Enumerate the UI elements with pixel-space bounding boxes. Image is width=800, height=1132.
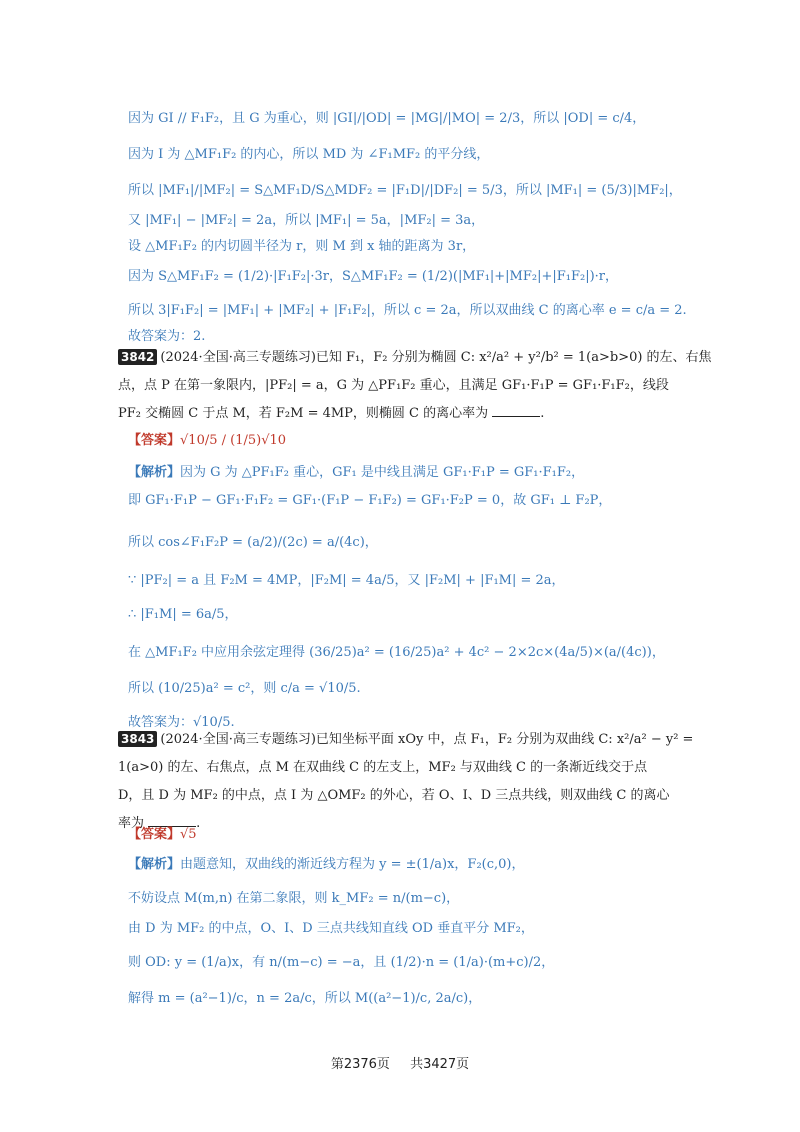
page-number: 第2376页	[330, 1057, 390, 1072]
solution-line: 所以 |MF₁|/|MF₂| = S△MF₁D/S△MDF₂ = |F₁D|/|DF₂| = 5/3，所以 |MF₁| = (5/3)|MF₂|，	[128, 183, 682, 198]
solution-line: 故答案为：2.	[128, 329, 206, 344]
answer-value: √5	[180, 827, 197, 842]
question-stem: (2024·全国·高三专题练习)已知 F₁，F₂ 分别为椭圆 C: x²/a² + y²/b² = 1(a>b>0) 的左、右焦	[160, 350, 712, 365]
answer-blank	[492, 402, 540, 417]
solution-line: ∵ |PF₂| = a 且 F₂M = 4MP，|F₂M| = 4a/5，又 |F₂M| + |F₁M| = 2a，	[128, 573, 565, 588]
solution-line: 则 OD: y = (1/a)x，有 n/(m−c) = −a，且 (1/2)·n = (1/a)·(m+c)/2，	[128, 955, 555, 970]
question-stem: 率为	[118, 816, 145, 831]
solution-line: 所以 (10/25)a² = c²，则 c/a = √10/5.	[128, 681, 361, 696]
answer-label: 【答案】	[128, 827, 181, 842]
answer-label: 【答案】	[128, 433, 181, 448]
solution-line: 设 △MF₁F₂ 的内切圆半径为 r，则 M 到 x 轴的距离为 3r，	[128, 239, 476, 254]
page-total: 共3427页	[410, 1057, 470, 1072]
solution-line: 又 |MF₁| − |MF₂| = 2a，所以 |MF₁| = 5a，|MF₂| = 3a，	[128, 213, 485, 228]
question-number: 3843	[118, 731, 157, 747]
solution-label: 【解析】	[128, 857, 181, 872]
question-3842: 3842 (2024·全国·高三专题练习)已知 F₁，F₂ 分别为椭圆 C: x²/a² + y²/b² = 1(a>b>0) 的左、右焦 点，点 P 在第一象限内，|PF₂| = a，G 为 △PF₁F₂ 重心，且满足 GF₁·F₁P = GF₁·F₁F₂，线段 PF₂ 交椭圆 C 于点 M，若 F₂M = 4MP，则椭圆 C 的离心率为 .	[118, 344, 758, 428]
question-stem: 1(a>0) 的左、右焦点，点 M 在双曲线 C 的左支上，MF₂ 与双曲线 C 的一条渐近线交于点	[118, 760, 648, 775]
answer-value: √10/5 / (1/5)√10	[180, 433, 287, 448]
solution-line: 不妨设点 M(m,n) 在第二象限，则 k_MF₂ = n/(m−c)，	[128, 891, 460, 906]
page-footer	[0, 1053, 800, 1072]
solution-line: 解得 m = (a²−1)/c，n = 2a/c，所以 M((a²−1)/c, 2a/c)，	[128, 991, 482, 1006]
solution-line: 因为 I 为 △MF₁F₂ 的内心，所以 MD 为 ∠F₁MF₂ 的平分线，	[128, 147, 490, 162]
solution-line: 由题意知，双曲线的渐近线方程为 y = ±(1/a)x，F₂(c,0)，	[180, 857, 525, 872]
solution-label: 【解析】	[128, 465, 181, 480]
question-stem: 点，点 P 在第一象限内，|PF₂| = a，G 为 △PF₁F₂ 重心，且满足 GF₁·F₁P = GF₁·F₁F₂，线段	[118, 378, 669, 393]
solution-line: 所以 cos∠F₁F₂P = (a/2)/(2c) = a/(4c)，	[128, 535, 378, 550]
solution-line: 由 D 为 MF₂ 的中点，O、I、D 三点共线知直线 OD 垂直平分 MF₂，	[128, 921, 534, 936]
solution-line: 因为 S△MF₁F₂ = (1/2)·|F₁F₂|·3r，S△MF₁F₂ = (1/2)(|MF₁|+|MF₂|+|F₁F₂|)·r，	[128, 269, 619, 284]
question-stem: D，且 D 为 MF₂ 的中点，点 I 为 △OMF₂ 的外心，若 O、I、D 三点共线，则双曲线 C 的离心	[118, 788, 670, 803]
answer-3843	[128, 822, 738, 848]
question-stem: PF₂ 交椭圆 C 于点 M，若 F₂M = 4MP，则椭圆 C 的离心率为	[118, 406, 489, 421]
question-stem: (2024·全国·高三专题练习)已知坐标平面 xOy 中，点 F₁，F₂ 分别为双曲线 C: x²/a² − y² =	[160, 732, 694, 747]
solution-line: 即 GF₁·F₁P − GF₁·F₁F₂ = GF₁·(F₁P − F₁F₂) = GF₁·F₂P = 0，故 GF₁ ⊥ F₂P，	[128, 493, 612, 508]
solution-line: 因为 G 为 △PF₁F₂ 重心，GF₁ 是中线且满足 GF₁·F₁P = GF₁·F₁F₂，	[180, 465, 585, 480]
question-number: 3842	[118, 349, 157, 365]
solution-line: ∴ |F₁M| = 6a/5，	[128, 607, 238, 622]
solution-line: 在 △MF₁F₂ 中应用余弦定理得 (36/25)a² = (16/25)a² + 4c² − 2×2c×(4a/5)×(a/(4c))，	[128, 645, 665, 660]
solution-line: 因为 GI // F₁F₂，且 G 为重心，则 |GI|/|OD| = |MG|/|MO| = 2/3，所以 |OD| = c/4，	[128, 111, 646, 126]
solution-line: 所以 3|F₁F₂| = |MF₁| + |MF₂| + |F₁F₂|，所以 c = 2a，所以双曲线 C 的离心率 e = c/a = 2.	[128, 303, 687, 318]
solution-3843	[128, 852, 738, 1012]
answer-3842	[128, 428, 738, 454]
solution-3842	[128, 460, 738, 736]
solution-line: 故答案为：√10/5.	[128, 715, 235, 730]
question-3843: 3843 (2024·全国·高三专题练习)已知坐标平面 xOy 中，点 F₁，F₂ 分别为双曲线 C: x²/a² − y² = 1(a>0) 的左、右焦点，点 M 在双曲线 C 的左支上，MF₂ 与双曲线 C 的一条渐近线交于点 D，且 D 为 MF₂ 的中点，点 I 为 △OMF₂ 的外心，若 O、I、D 三点共线，则双曲线 C 的离心 率为 .	[118, 726, 758, 838]
prev-solution	[128, 106, 738, 350]
